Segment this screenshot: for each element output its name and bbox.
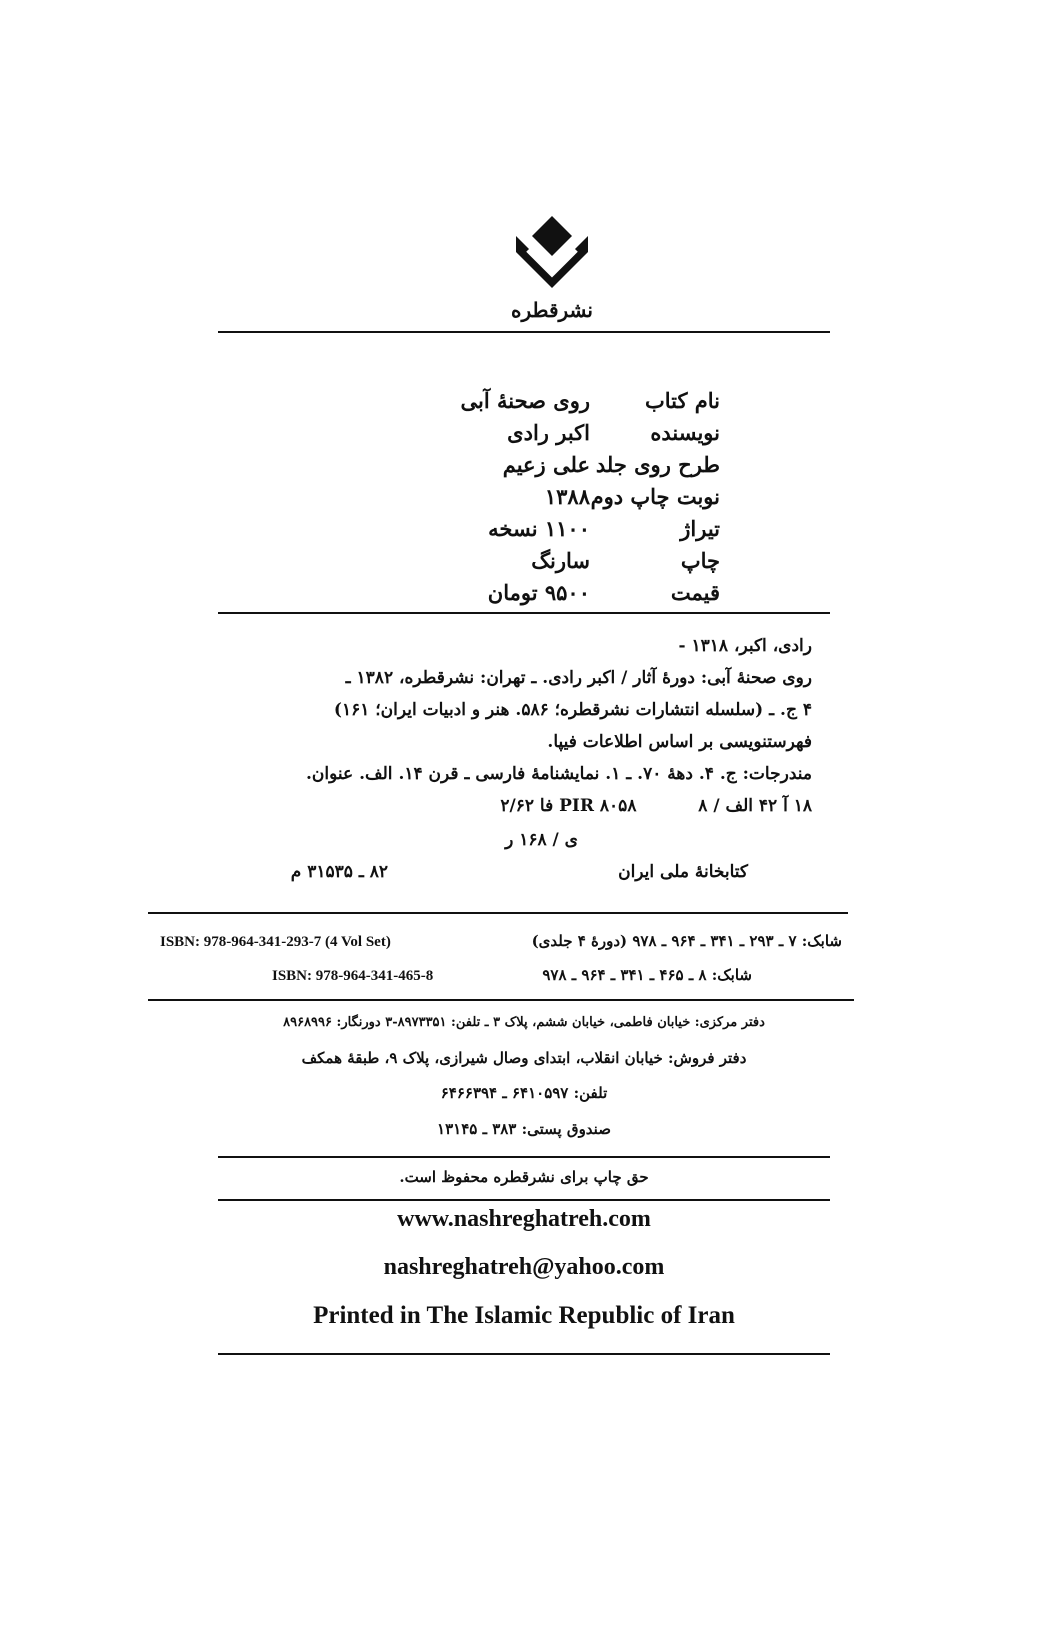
- imprint-value: اکبر رادی: [507, 419, 590, 445]
- imprint-label: نوبت چاپ دوم: [590, 483, 720, 509]
- cip-class: [292, 796, 812, 816]
- imprint-row: [390, 544, 720, 576]
- isbn-set-en: ISBN: 978-964-341-293-7 (4 Vol Set): [160, 934, 391, 950]
- cip-class-a: ۱۸ آ ۴۲ الف / PIR ۸۰۵۸: [559, 796, 812, 816]
- cip-fipa: فهرستنویسی بر اساس اطلاعات فیپا.: [547, 732, 812, 752]
- imprint-row: [390, 576, 720, 608]
- imprint-row: [390, 384, 720, 416]
- divider: [148, 999, 854, 1001]
- imprint-row: [390, 416, 720, 448]
- divider: [148, 912, 848, 914]
- website[interactable]: www.nashreghatreh.com: [397, 1206, 651, 1232]
- imprint-row: [390, 512, 720, 544]
- isbn-vol-en: ISBN: 978-964-341-465-8: [272, 968, 434, 984]
- library-number: ۸۲ ـ ۳۱۵۳۵ م: [290, 862, 388, 882]
- imprint-label: تیراژ: [680, 515, 720, 541]
- imprint-value: علی زعیم: [502, 451, 590, 477]
- publisher-name: نشرقطره: [511, 298, 593, 322]
- imprint-label: نویسنده: [650, 419, 720, 445]
- cip-class-c: ی / ۱۶۸ ر: [505, 830, 578, 850]
- imprint-value: ۱۳۸۸: [544, 483, 590, 509]
- imprint-label: قیمت: [670, 579, 720, 605]
- imprint-value: ۱۱۰۰ نسخه: [488, 515, 590, 541]
- email[interactable]: nashreghatreh@yahoo.com: [383, 1254, 665, 1280]
- cip-contents: مندرجات: ج. ۴. دههٔ ۷۰. ـ ۱. نمایشنامهٔ فارسی ـ قرن ۱۴. الف. عنوان.: [306, 764, 812, 784]
- printed-in: Printed in The Islamic Republic of Iran: [313, 1302, 735, 1329]
- phone: تلفن: ۶۴۱۰۵۹۷ ـ ۶۴۶۶۳۹۴: [440, 1084, 608, 1102]
- imprint-row: [390, 480, 720, 512]
- divider: [218, 331, 830, 333]
- cip-title: روی صحنهٔ آبی: دورهٔ آثار / اکبر رادی. ـ تهران: نشرقطره، ۱۳۸۲ ـ: [345, 668, 812, 688]
- isbn-vol-fa: شابک: ۸ ـ ۴۶۵ ـ ۳۴۱ ـ ۹۶۴ ـ ۹۷۸: [542, 966, 752, 984]
- imprint-row: [390, 448, 720, 480]
- imprint-label: طرح روی جلد: [595, 451, 720, 477]
- cip-series: ۴ ج. ـ (سلسله انتشارات نشرقطره؛ ۵۸۶. هنر و ادبیات ایران؛ ۱۶۱): [333, 700, 812, 720]
- imprint-block: [390, 384, 720, 608]
- central-office: دفتر مرکزی: خیابان فاطمی، خیابان ششم، پلاک ۳ ـ تلفن: ۸۹۷۳۳۵۱-۳ دورنگار: ۸۹۶۸۹۹۶: [283, 1015, 765, 1030]
- isbn-set-fa: شابک: ۷ ـ ۲۹۳ ـ ۳۴۱ ـ ۹۶۴ ـ ۹۷۸ (دورهٔ ۴ جلدی): [531, 932, 842, 950]
- library-label: کتابخانهٔ ملی ایران: [618, 862, 748, 882]
- imprint-value: ۹۵۰۰ تومان: [487, 579, 590, 605]
- publisher-logo: [512, 216, 592, 296]
- sales-office: دفتر فروش: خیابان انقلاب، ابتدای وصال شیرازی، پلاک ۹، طبقهٔ همکف: [301, 1049, 747, 1067]
- divider: [218, 1353, 830, 1355]
- cip-class-b: ۸ فا ۲/۶۲: [500, 796, 708, 816]
- imprint-label: نام کتاب: [644, 387, 720, 413]
- imprint-value: سارنگ: [531, 547, 590, 573]
- copyright: حق چاپ برای نشرقطره محفوظ است.: [399, 1168, 649, 1186]
- imprint-value: روی صحنهٔ آبی: [460, 387, 590, 413]
- divider: [218, 1199, 830, 1201]
- divider: [218, 1156, 830, 1158]
- cip-author: رادی، اکبر، ۱۳۱۸ -: [678, 636, 812, 656]
- divider: [218, 612, 830, 614]
- imprint-label: چاپ: [680, 547, 720, 573]
- po-box: صندوق پستی: ۳۸۳ ـ ۱۳۱۴۵: [437, 1120, 611, 1138]
